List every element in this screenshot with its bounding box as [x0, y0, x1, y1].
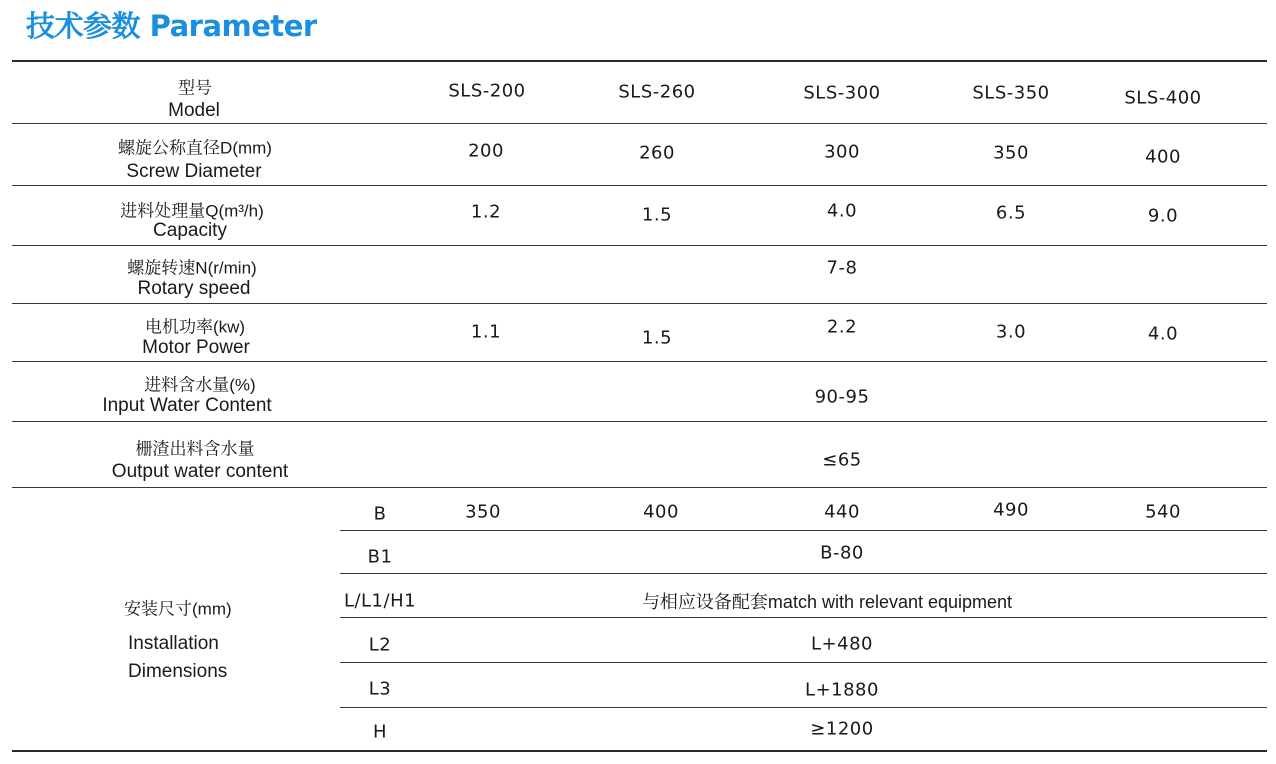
row-label-zh: 电机功率(kw) — [144, 317, 246, 337]
table-cell: 3.0 — [995, 321, 1027, 343]
table-cell: 200 — [468, 140, 504, 162]
row-label-zh: 螺旋转速N(r/min) — [127, 258, 257, 278]
installation-label-zh: 安装尺寸(mm) — [124, 599, 232, 619]
sub-row-key: L2 — [368, 634, 392, 656]
table-cell: 90-95 — [814, 386, 870, 408]
table-cell: 4.0 — [1147, 323, 1179, 345]
table-cell: ≤65 — [822, 449, 862, 471]
table-cell: 4.0 — [826, 200, 858, 222]
table-cell: 1.2 — [470, 201, 502, 223]
table-cell: 1.5 — [641, 327, 673, 349]
sub-row-key: L3 — [368, 678, 392, 700]
table-top-rule — [12, 60, 1267, 62]
model-name: SLS-200 — [448, 80, 526, 102]
model-name: SLS-350 — [972, 82, 1050, 104]
model-label-en: Model — [168, 100, 220, 121]
table-cell: 9.0 — [1147, 205, 1179, 227]
sub-row-divider — [340, 662, 1267, 663]
sub-row-key: B — [373, 503, 387, 525]
row-label-zh: 进料含水量(%) — [144, 375, 256, 395]
row-label-zh: 进料处理量Q(m³/h) — [120, 201, 264, 221]
row-label-zh: 栅渣出料含水量 — [135, 439, 255, 459]
model-name: SLS-260 — [618, 81, 696, 103]
installation-label-en: Dimensions — [128, 661, 228, 682]
row-divider — [12, 245, 1267, 246]
table-cell: 400 — [1145, 146, 1181, 168]
table-cell: L+480 — [811, 633, 873, 655]
model-name: SLS-400 — [1124, 87, 1202, 109]
sub-row-divider — [340, 573, 1267, 574]
table-cell: 1.5 — [641, 204, 673, 226]
table-cell: 6.5 — [995, 202, 1027, 224]
row-label-en: Rotary speed — [137, 278, 251, 299]
row-label-en: Screw Diameter — [126, 161, 262, 182]
table-cell: 1.1 — [470, 321, 502, 343]
row-divider — [12, 487, 1267, 488]
table-cell: 260 — [639, 142, 675, 164]
row-label-en: Input Water Content — [102, 395, 272, 416]
sub-row-divider — [340, 707, 1267, 708]
model-name: SLS-300 — [803, 82, 881, 104]
table-cell: L+1880 — [805, 679, 879, 701]
sub-row-key: B1 — [367, 546, 393, 568]
table-cell: 540 — [1145, 501, 1181, 523]
table-cell: 与相应设备配套match with relevant equipment — [641, 592, 1013, 612]
row-divider — [12, 185, 1267, 186]
row-label-en: Output water content — [111, 461, 289, 482]
row-divider — [12, 303, 1267, 304]
table-cell: 350 — [993, 142, 1029, 164]
table-cell: 7-8 — [826, 257, 858, 279]
row-divider — [12, 361, 1267, 362]
row-label-en: Capacity — [153, 220, 227, 241]
sub-row-divider — [340, 530, 1267, 531]
sub-row-key: L/L1/H1 — [343, 590, 417, 612]
row-divider — [12, 421, 1267, 422]
table-cell: 350 — [465, 501, 501, 523]
row-divider — [12, 123, 1267, 124]
row-label-zh: 螺旋公称直径D(mm) — [118, 138, 272, 158]
table-cell: 400 — [643, 501, 679, 523]
table-cell: 440 — [824, 501, 860, 523]
sub-row-key: H — [372, 721, 388, 743]
row-label-en: Motor Power — [142, 337, 250, 358]
page-title: 技术参数 Parameter — [26, 9, 317, 43]
model-label-zh: 型号 — [178, 78, 212, 98]
table-bottom-rule — [12, 750, 1267, 752]
table-cell: B-80 — [820, 542, 864, 564]
installation-label-en: Installation — [128, 633, 219, 654]
table-cell: ≥1200 — [810, 718, 874, 740]
table-cell: 300 — [824, 141, 860, 163]
sub-row-divider — [340, 617, 1267, 618]
table-cell: 2.2 — [826, 316, 858, 338]
table-cell: 490 — [993, 499, 1029, 521]
